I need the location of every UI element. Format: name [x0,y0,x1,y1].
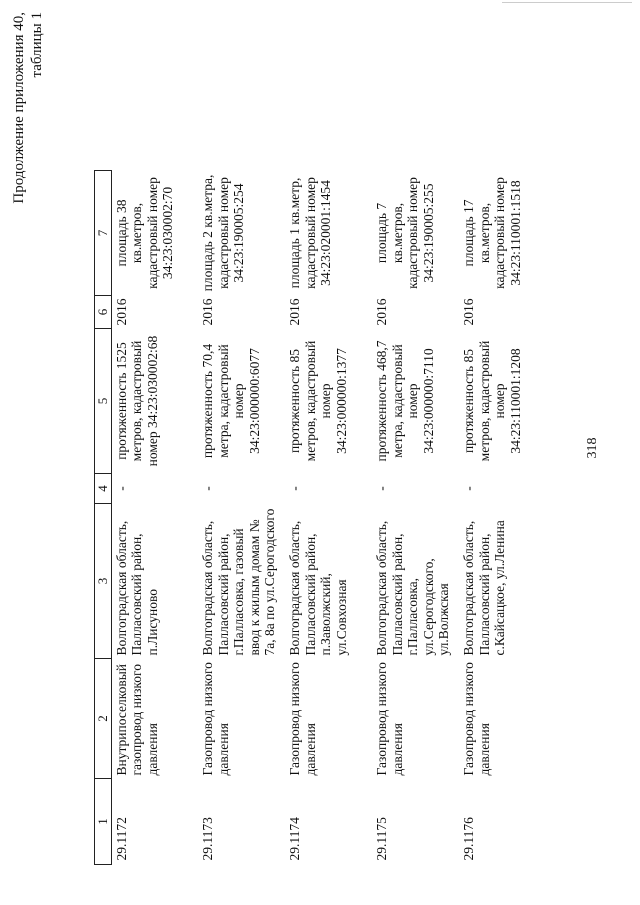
continuation-line-2: таблицы 1 [29,12,45,78]
object-name: Газопровод низкого давления [374,662,405,776]
object-name: Газопровод низкого давления [200,662,231,776]
col4-value: - [461,486,476,491]
row-number: 29.1174 [287,817,302,861]
land-info: площадь 38 кв.метров, кадастровый номер 34:23:030002:70 [113,177,175,289]
object-name: Внутрипоселковый газопровод низкого давления [113,663,160,776]
table-row [459,171,546,865]
registry-table [94,170,546,865]
object-name: Газопровод низкого давления [461,662,492,776]
row-number: 29.1173 [200,817,215,861]
col4-value: - [113,486,129,491]
col-header: 1 [95,779,112,865]
land-info: площадь 1 кв.метр, кадастровый номер 34:23:020001:1454 [287,177,333,289]
table-header-row [95,171,112,865]
land-info: площадь 2 кв.метра, кадастровый номер 34:23:190005:254 [200,174,246,292]
object-year: 2016 [200,298,215,326]
continuation-heading [10,12,46,272]
col4-value: - [287,486,302,491]
col-header: 5 [95,329,112,474]
object-address: Волгоградская область, Палласовский район, г.Палласовка, газовый ввод к жилым домам № 7а, 8а по ул.Серогодского [200,508,277,656]
row-number: 29.1175 [374,817,389,861]
row-number: 29.1172 [113,817,129,861]
col-header: 7 [95,171,112,296]
col-header: 4 [95,474,112,504]
col4-value: - [200,486,215,491]
col-header: 2 [95,659,112,779]
object-year: 2016 [461,298,476,326]
table-row [285,171,372,865]
object-address: Волгоградская область, Палласовский район, с.Кайсацкое, ул.Ленина [461,520,507,656]
object-year: 2016 [374,298,389,326]
object-address: Волгоградская область, Палласовский район, п.Заволжский, ул.Совхозная [287,520,349,656]
object-length: протяженность 468,7 метра, кадастровый номер 34:23:000000:7110 [374,340,436,462]
object-length: протяженность 70,4 метра, кадастровый номер 34:23:000000:6077 [200,343,262,459]
object-length: протяженность 85 метров, кадастровый номер 34:23:110001:1208 [461,340,523,462]
land-info: площадь 17 кв.метров, кадастровый номер 34:23:110001:1518 [461,177,523,289]
table-row [372,171,459,865]
object-year: 2016 [287,298,302,326]
table-row [198,171,285,865]
object-address: Волгоградская область, Палласовский район, г.Палласовка, ул.Серогодского, ул.Волжская [374,520,451,656]
row-number: 29.1176 [461,817,476,861]
page-number: 318 [585,437,600,459]
object-length: протяженность 85 метров, кадастровый номер 34:23:000000:1377 [287,340,349,462]
land-info: площадь 7 кв.метров, кадастровый номер 34:23:190005:255 [374,177,436,289]
object-name: Газопровод низкого давления [287,662,318,776]
continuation-line-1: Продолжение приложения 40, [11,12,27,204]
object-length: протяженность 1525 метров, кадастровый номер 34:23:030002:68 [113,335,160,467]
table-row [111,171,198,865]
object-year: 2016 [113,298,129,326]
col-header: 6 [95,296,112,329]
col4-value: - [374,486,389,491]
object-address: Волгоградская область, Палласовский район, п.Лисуново [113,520,160,656]
col-header: 3 [95,504,112,659]
